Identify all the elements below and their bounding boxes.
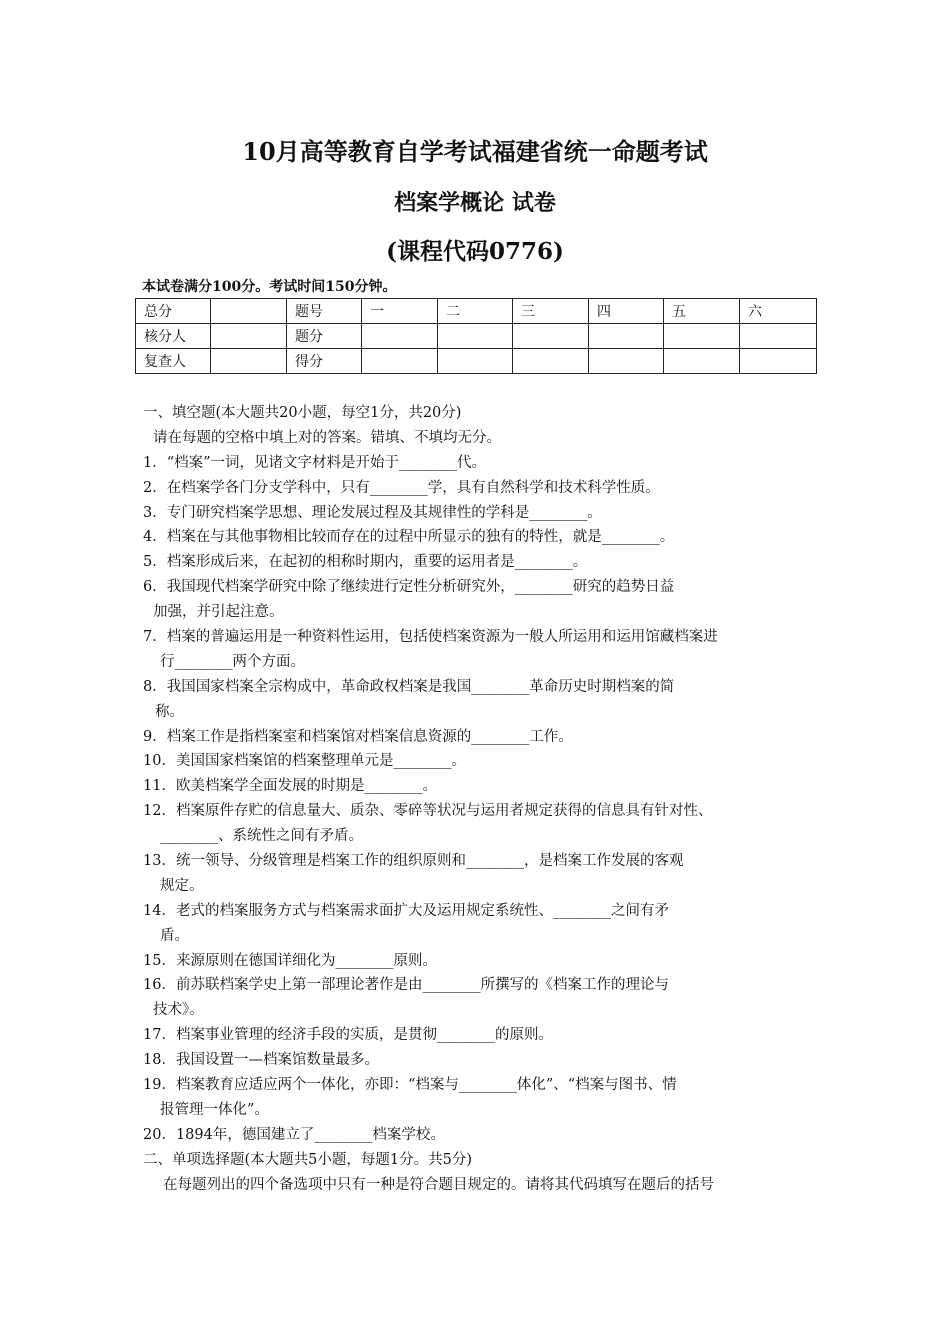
question-item: 14．老式的档案服务方式与档案需求面扩大及运用规定系统性、________之间有矛 [143, 902, 669, 919]
question-item: 13．统一领导、分级管理是档案工作的组织原则和________，是档案工作发展的客观 [143, 853, 684, 870]
question-item: 3．专门研究档案学思想、理论发展过程及其规律性的学科是________。 [143, 504, 602, 521]
table-cell: 四 [589, 299, 664, 324]
question-item: 12．档案原件存贮的信息量大、质杂、零碎等状况与运用者规定获得的信息具有针对性、 [143, 803, 713, 820]
question-item: 18．我国设置一—档案馆数量最多。 [143, 1052, 379, 1069]
score-table [135, 298, 817, 374]
table-row [136, 324, 817, 349]
table-cell: 题号 [287, 299, 362, 324]
table-cell [211, 299, 287, 324]
table-cell: 得分 [287, 349, 362, 374]
question-continuation: 盾。 [160, 927, 189, 944]
question-item: 20．1894年，德国建立了________档案学校。 [143, 1126, 445, 1143]
table-cell [362, 349, 438, 374]
question-item: 8．我国国家档案全宗构成中，革命政权档案是我国________革命历史时期档案的简 [143, 678, 675, 695]
course-code: (课程代码0776) [386, 238, 564, 265]
table-cell [438, 324, 513, 349]
question-continuation: 规定。 [160, 877, 204, 894]
question-item: 16．前苏联档案学史上第一部理论著作是由________所撰写的《档案工作的理论与 [143, 977, 669, 994]
section-instruction: 请在每题的空格中填上对的答案。错填、不填均无分。 [153, 429, 501, 446]
question-continuation: 报管理一体化”。 [160, 1101, 269, 1118]
table-cell [589, 324, 664, 349]
question-item: 9．档案工作是指档案室和档案馆对档案信息资源的________工作。 [143, 728, 573, 745]
table-cell [513, 324, 589, 349]
question-item: 7．档案的普遍运用是一种资料性运用，包括使档案资源为一般人所运用和运用馆藏档案进 [143, 629, 718, 646]
table-cell: 复查人 [136, 349, 211, 374]
table-cell [740, 349, 817, 374]
table-cell [664, 324, 740, 349]
question-item: 5．档案形成后来，在起初的相称时期内，重要的运用者是________。 [143, 554, 588, 571]
table-cell [211, 324, 287, 349]
question-item: 15．来源原则在德国详细化为________原则。 [143, 952, 437, 969]
table-row [136, 349, 817, 374]
exam-title: 10月高等教育自学考试福建省统一命题考试 [242, 137, 708, 166]
question-item: 17．档案事业管理的经济手段的实质，是贯彻________的原则。 [143, 1027, 553, 1044]
table-cell: 总分 [136, 299, 211, 324]
question-continuation: 加强，并引起注意。 [153, 604, 284, 621]
table-cell [438, 349, 513, 374]
question-item: 2．在档案学各门分支学科中，只有________学，具有自然科学和技术科学性质。 [143, 479, 660, 496]
table-cell: 一 [362, 299, 438, 324]
section-heading: 一、填空题(本大题共20小题，每空1分，共20分) [143, 405, 462, 421]
table-cell: 五 [664, 299, 740, 324]
table-cell: 核分人 [136, 324, 211, 349]
table-cell: 三 [513, 299, 589, 324]
question-continuation: ________、系统性之间有矛盾。 [160, 828, 363, 845]
table-cell: 六 [740, 299, 817, 324]
section-heading: 二、单项选择题(本大题共5小题，每题1分。共5分) [143, 1151, 472, 1168]
question-continuation: 技术》。 [153, 1002, 204, 1019]
table-cell [664, 349, 740, 374]
section-instruction: 在每题列出的四个备选项中只有一种是符合题目规定的。请将其代码填写在题后的括号 [163, 1176, 714, 1193]
question-item: 19．档案教育应适应两个一体化，亦即：“档案与________体化”、“档案与图书、情 [143, 1077, 677, 1094]
question-continuation: 行________两个方面。 [160, 653, 305, 670]
exam-body [143, 401, 833, 1198]
table-cell [362, 324, 438, 349]
table-cell: 题分 [287, 324, 362, 349]
exam-intro: 本试卷满分100分。考试时间150分钟。 [142, 279, 397, 295]
table-cell [513, 349, 589, 374]
table-row [136, 299, 817, 324]
course-title: 档案学概论 试卷 [394, 190, 556, 216]
table-cell: 二 [438, 299, 513, 324]
table-cell [211, 349, 287, 374]
question-item: 6．我国现代档案学研究中除了继续进行定性分析研究外，________研究的趋势日益 [143, 579, 675, 596]
table-cell [589, 349, 664, 374]
table-cell [740, 324, 817, 349]
question-item: 4．档案在与其他事物相比较而存在的过程中所显示的独有的特性，就是________。 [143, 529, 675, 546]
question-item: 11．欧美档案学全面发展的时期是________。 [143, 778, 437, 795]
question-item: 1．“档案”一词，见诸文字材料是开始于________代。 [143, 454, 487, 471]
question-item: 10．美国国家档案馆的档案整理单元是________。 [143, 753, 466, 770]
question-continuation: 称。 [155, 703, 184, 720]
